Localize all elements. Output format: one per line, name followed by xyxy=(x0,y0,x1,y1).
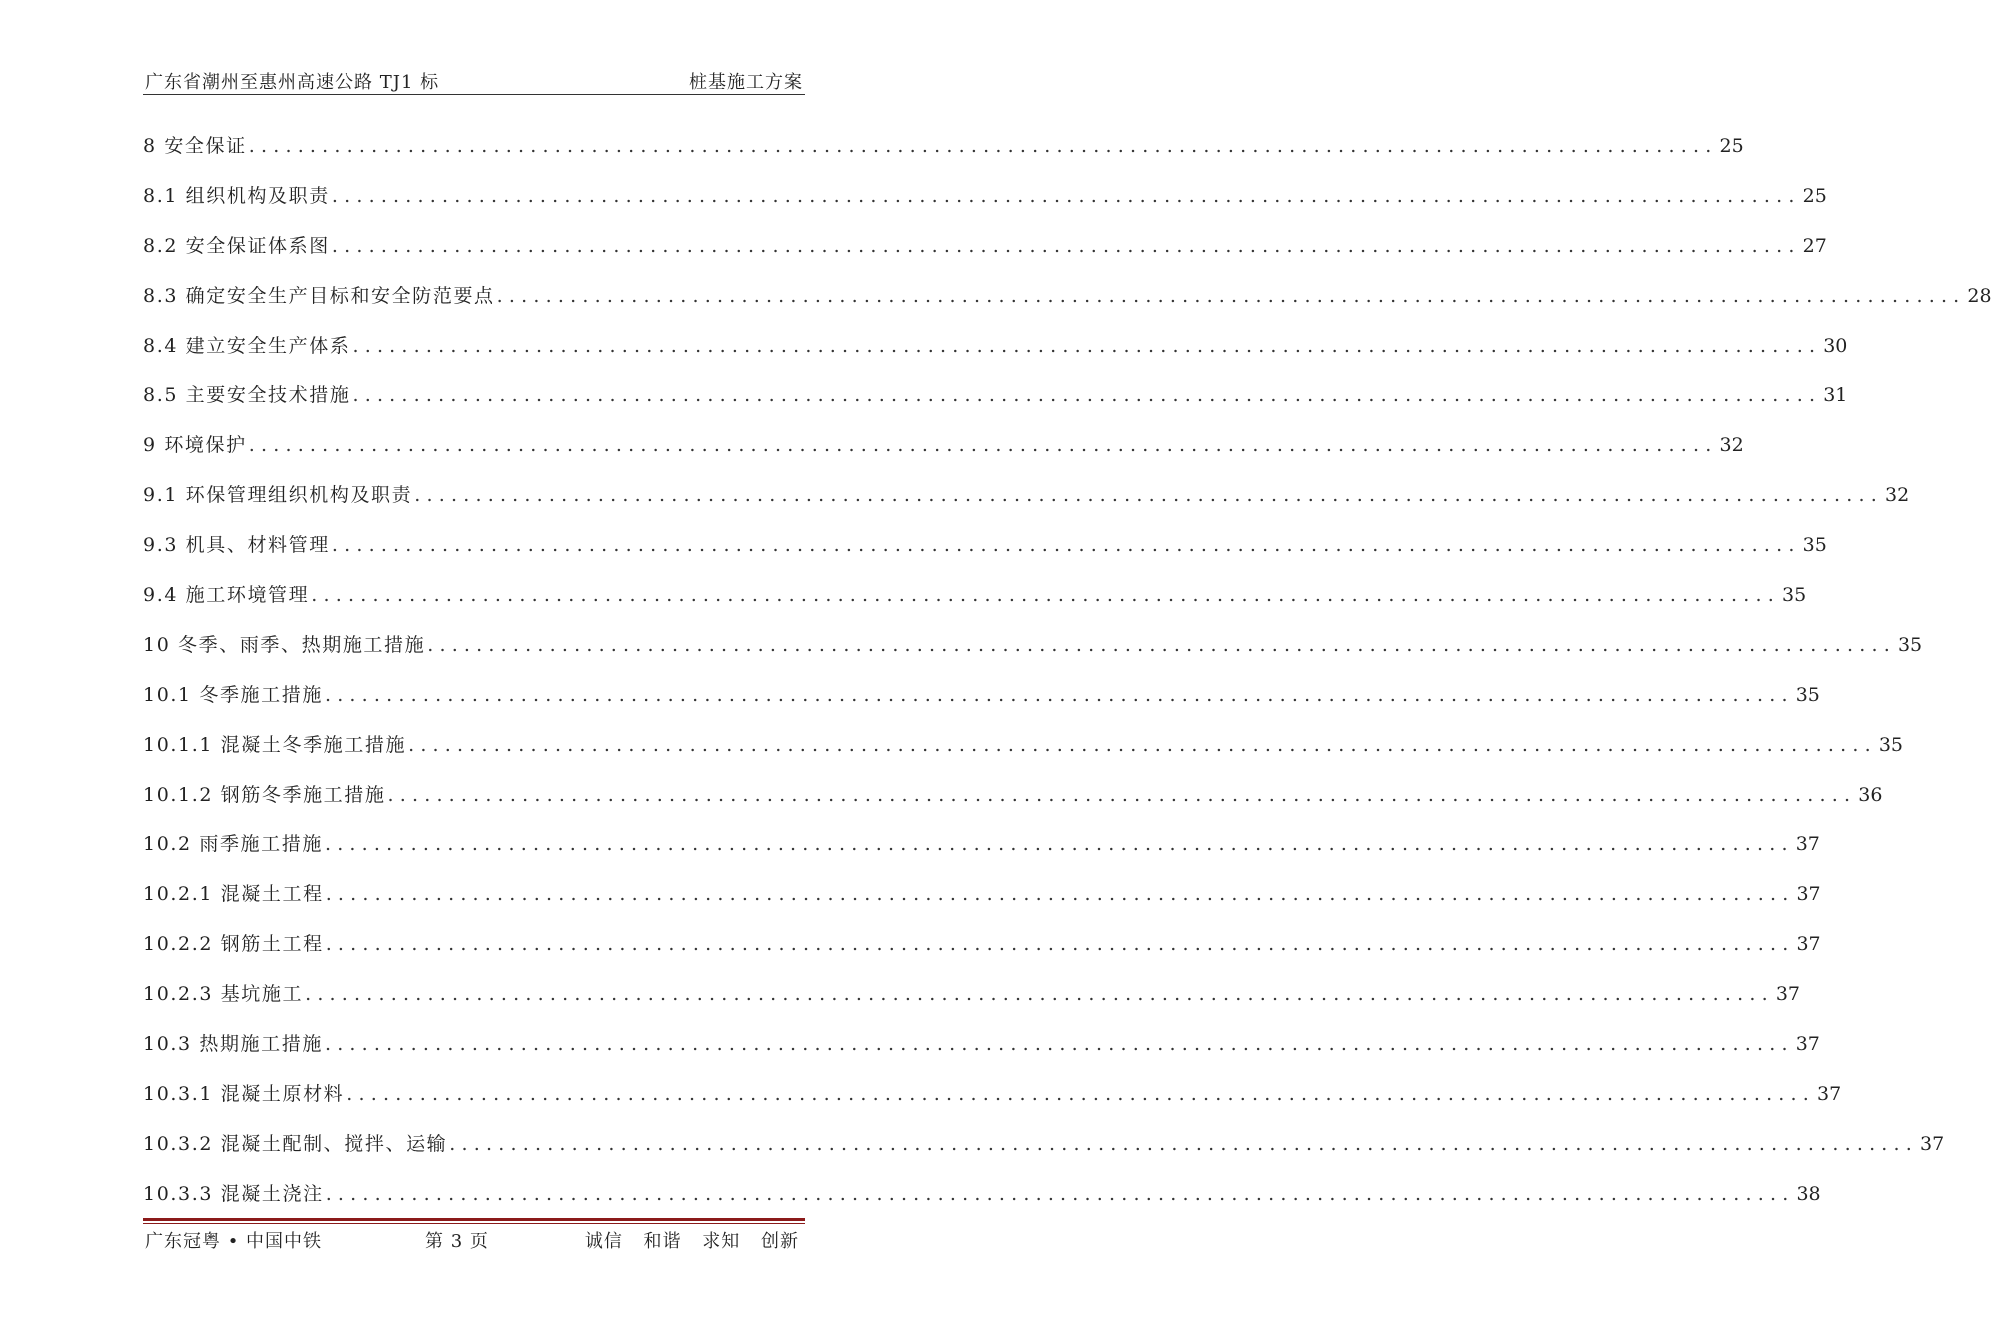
toc-entry[interactable] xyxy=(143,627,1923,677)
toc-leader-dots: ........................................................................................................................ xyxy=(305,983,1774,1006)
toc-entry-page: 37 xyxy=(1795,1033,1820,1056)
toc-entry[interactable] xyxy=(143,577,1807,627)
toc-entry[interactable] xyxy=(143,477,1910,527)
toc-entry-title: 8.1 组织机构及职责 xyxy=(143,184,330,207)
toc-leader-dots: ........................................................................................................................ xyxy=(346,1082,1816,1105)
toc-entry-page: 38 xyxy=(1796,1182,1821,1205)
toc-leader-dots: ........................................................................................................................ xyxy=(325,1182,1795,1205)
toc-entry[interactable] xyxy=(143,1076,1842,1126)
toc-leader-dots: ........................................................................................................................ xyxy=(324,683,1794,706)
toc-entry-page: 35 xyxy=(1782,584,1807,607)
toc-entry[interactable] xyxy=(143,777,1883,827)
toc-entry-title: 8.2 安全保证体系图 xyxy=(143,234,330,257)
toc-entry-title: 8 安全保证 xyxy=(143,135,247,157)
toc-entry-title: 8.4 建立安全生产体系 xyxy=(143,334,351,357)
toc-entry-page: 35 xyxy=(1795,683,1820,706)
toc-entry-title: 9.1 环保管理组织机构及职责 xyxy=(143,484,413,507)
header-project-title: 广东省潮州至惠州高速公路 TJ1 标 xyxy=(145,72,440,93)
toc-entry[interactable] xyxy=(143,278,1992,328)
toc-entry-title: 10.2 雨季施工措施 xyxy=(143,833,323,856)
toc-leader-dots: ........................................................................................................................ xyxy=(427,633,1896,656)
toc-entry[interactable] xyxy=(143,1126,1945,1176)
toc-leader-dots: ........................................................................................................................ xyxy=(387,783,1857,806)
toc-leader-dots: ........................................................................................................................ xyxy=(496,284,1966,307)
toc-entry[interactable] xyxy=(143,527,1827,577)
toc-entry[interactable] xyxy=(143,128,1744,178)
toc-entry-title: 9.3 机具、材料管理 xyxy=(143,534,330,557)
toc-leader-dots: ........................................................................................................................ xyxy=(331,234,1801,257)
page-footer xyxy=(143,1227,805,1255)
footer-page-number: 第 3 页 xyxy=(425,1231,489,1252)
toc-entry-page: 25 xyxy=(1802,184,1827,207)
toc-entry-page: 28 xyxy=(1967,284,1992,307)
toc-entry[interactable] xyxy=(143,228,1827,278)
toc-entry-page: 32 xyxy=(1719,434,1744,457)
toc-entry[interactable] xyxy=(143,1026,1820,1076)
toc-entry[interactable] xyxy=(143,826,1820,876)
toc-leader-dots: ........................................................................................................................ xyxy=(331,534,1801,557)
toc-entry-title: 8.5 主要安全技术措施 xyxy=(143,384,351,407)
toc-entry[interactable] xyxy=(143,926,1821,976)
toc-entry-title: 10.2.3 基坑施工 xyxy=(143,983,304,1006)
toc-entry-page: 36 xyxy=(1858,783,1883,806)
toc-leader-dots: ........................................................................................................................ xyxy=(352,334,1822,357)
toc-entry-title: 10.3.3 混凝土浇注 xyxy=(143,1182,324,1205)
toc-entry-page: 32 xyxy=(1885,484,1910,507)
toc-leader-dots: ........................................................................................................................ xyxy=(325,883,1795,906)
toc-entry-page: 37 xyxy=(1920,1132,1945,1155)
toc-entry-page: 37 xyxy=(1796,883,1821,906)
toc-leader-dots: ........................................................................................................................ xyxy=(248,135,1718,157)
header-document-title: 桩基施工方案 xyxy=(689,72,803,93)
toc-entry-title: 10.2.1 混凝土工程 xyxy=(143,883,324,906)
toc-entry-title: 10.1.1 混凝土冬季施工措施 xyxy=(143,733,407,756)
toc-leader-dots: ........................................................................................................................ xyxy=(311,584,1781,607)
toc-entry-title: 9 环境保护 xyxy=(143,434,247,457)
toc-entry-page: 35 xyxy=(1878,733,1904,756)
footer-motto: 诚信 和谐 求知 创新 xyxy=(584,1231,799,1252)
toc-entry[interactable] xyxy=(143,727,1904,777)
toc-entry[interactable] xyxy=(143,427,1744,477)
toc-entry-page: 37 xyxy=(1817,1082,1842,1105)
toc-entry-title: 10.1 冬季施工措施 xyxy=(143,683,323,706)
toc-entry-page: 25 xyxy=(1719,135,1744,157)
toc-entry[interactable] xyxy=(143,976,1801,1026)
toc-entry-title: 10.2.2 钢筋土工程 xyxy=(143,933,324,956)
toc-entry-page: 30 xyxy=(1823,334,1848,357)
toc-entry-page: 37 xyxy=(1795,833,1820,856)
table-of-contents xyxy=(143,128,1992,1226)
footer-company: 广东冠粤 • 中国中铁 xyxy=(145,1231,323,1252)
toc-entry[interactable] xyxy=(143,876,1821,926)
toc-entry-title: 10 冬季、雨季、热期施工措施 xyxy=(143,633,426,656)
toc-entry-title: 10.3.1 混凝土原材料 xyxy=(143,1082,345,1105)
toc-entry[interactable] xyxy=(143,377,1848,427)
toc-entry-page: 31 xyxy=(1823,384,1848,407)
toc-leader-dots: ........................................................................................................................ xyxy=(449,1132,1919,1155)
page-header xyxy=(143,66,805,95)
toc-entry-title: 10.3 热期施工措施 xyxy=(143,1033,323,1056)
toc-leader-dots: ........................................................................................................................ xyxy=(331,184,1801,207)
toc-entry[interactable] xyxy=(143,178,1827,228)
toc-leader-dots: ........................................................................................................................ xyxy=(352,384,1822,407)
toc-leader-dots: ........................................................................................................................ xyxy=(408,733,1877,756)
toc-leader-dots: ........................................................................................................................ xyxy=(325,933,1795,956)
toc-entry-page: 37 xyxy=(1775,983,1801,1006)
toc-entry-page: 37 xyxy=(1796,933,1821,956)
toc-entry-title: 10.1.2 钢筋冬季施工措施 xyxy=(143,783,386,806)
toc-entry-title: 10.3.2 混凝土配制、搅拌、运输 xyxy=(143,1132,448,1155)
toc-entry-page: 35 xyxy=(1897,633,1923,656)
toc-entry[interactable] xyxy=(143,677,1820,727)
toc-entry-title: 8.3 确定安全生产目标和安全防范要点 xyxy=(143,284,495,307)
toc-leader-dots: ........................................................................................................................ xyxy=(248,434,1718,457)
toc-leader-dots: ........................................................................................................................ xyxy=(414,484,1884,507)
toc-entry-title: 9.4 施工环境管理 xyxy=(143,584,310,607)
toc-entry-page: 35 xyxy=(1802,534,1827,557)
toc-entry-page: 27 xyxy=(1802,234,1827,257)
toc-leader-dots: ........................................................................................................................ xyxy=(324,833,1794,856)
toc-entry[interactable] xyxy=(143,328,1848,378)
footer-rule-thick xyxy=(143,1218,805,1221)
footer-rule-thin xyxy=(143,1223,805,1224)
toc-leader-dots: ........................................................................................................................ xyxy=(324,1033,1794,1056)
